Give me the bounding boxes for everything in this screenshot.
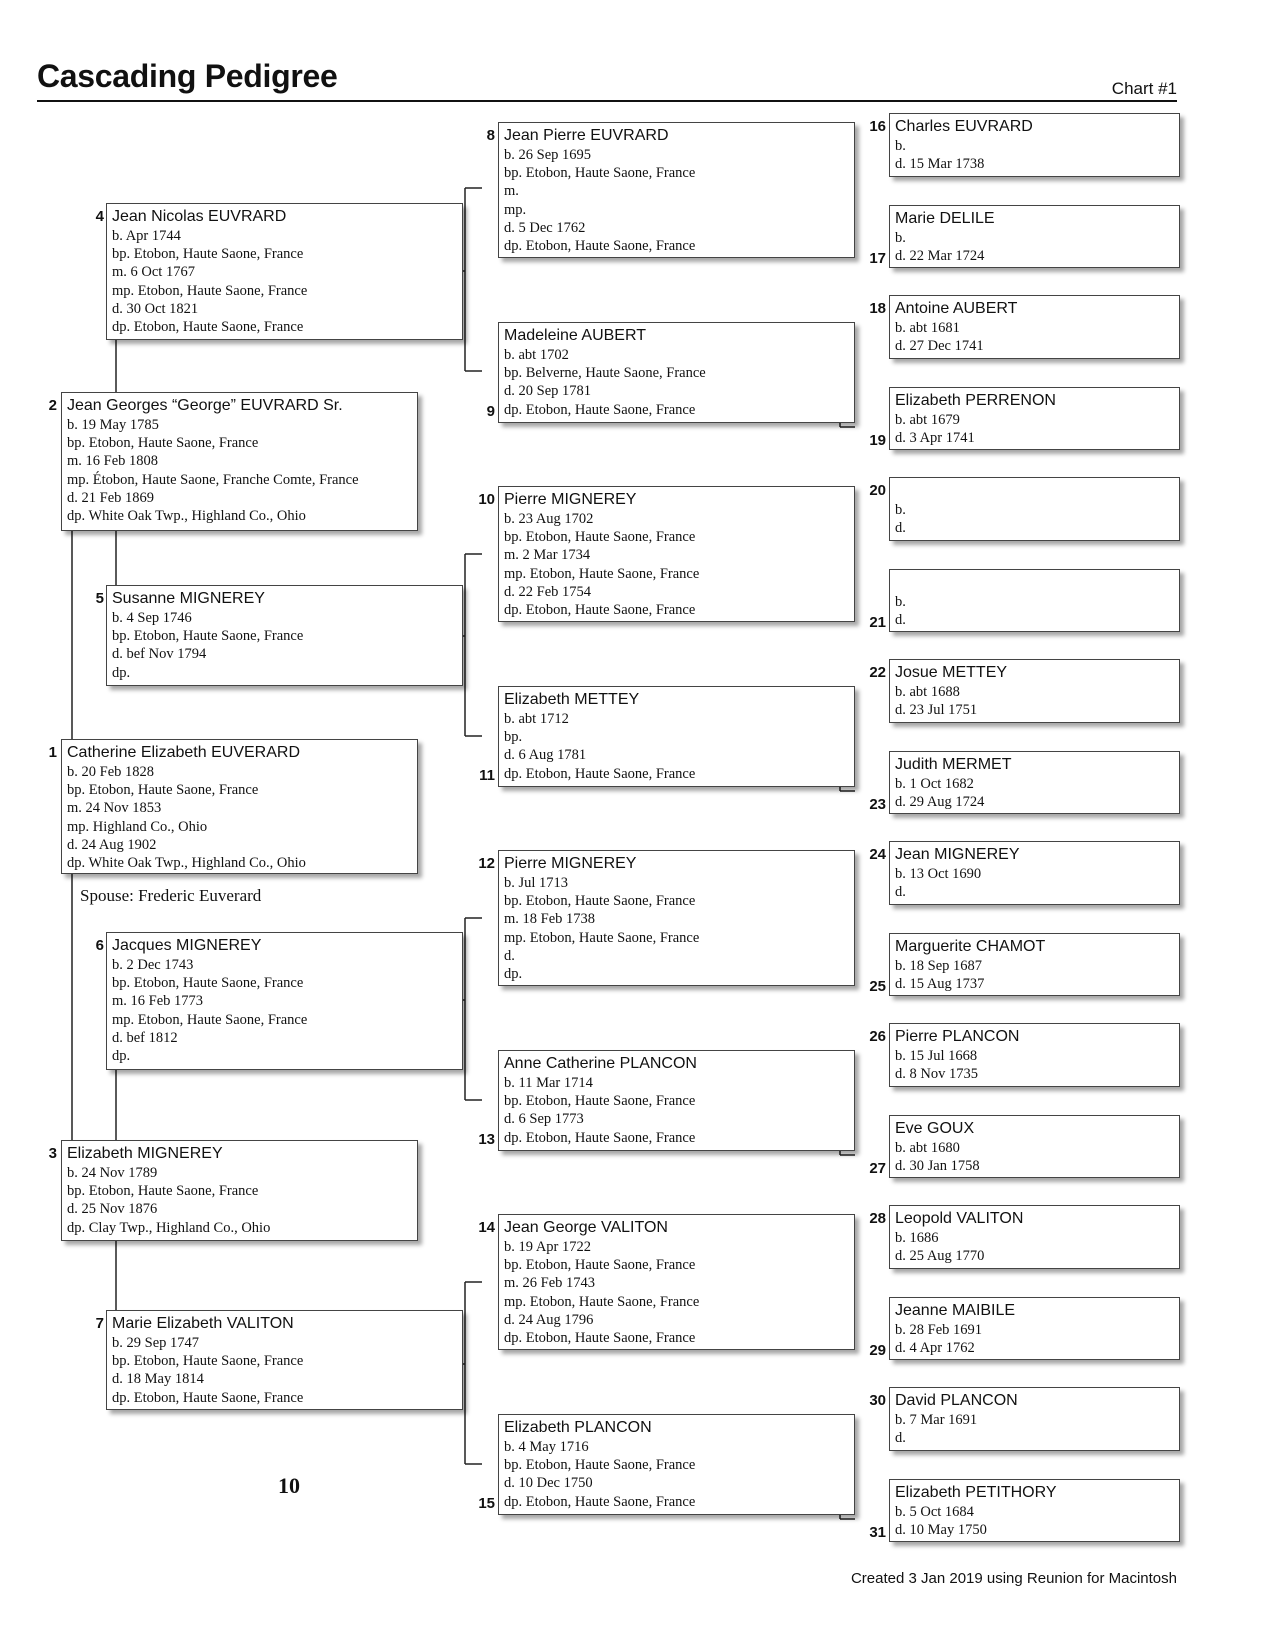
person-box-27[interactable] <box>889 1115 1180 1178</box>
person-name: Eve GOUX <box>895 1120 975 1137</box>
person-details: b. 20 Feb 1828 bp. Etobon, Haute Saone, France m. 24 Nov 1853 mp. Highland Co., Ohio d. 24 Aug 1902 dp. White Oak Twp., Highland Co., Ohio <box>67 764 306 872</box>
person-box-4[interactable] <box>106 203 463 340</box>
person-box-21[interactable] <box>889 569 1180 632</box>
person-details: b. 4 May 1716 bp. Etobon, Haute Saone, France d. 10 Dec 1750 dp. Etobon, Haute Saone, France <box>504 1439 696 1510</box>
person-box-13[interactable] <box>498 1050 855 1151</box>
person-box-30[interactable] <box>889 1387 1180 1451</box>
person-box-18[interactable] <box>889 295 1180 359</box>
person-details: b. 1686 d. 25 Aug 1770 <box>895 1230 985 1265</box>
person-name: Pierre MIGNEREY <box>504 491 637 508</box>
person-number-3: 3 <box>48 1145 57 1162</box>
person-details: b. Apr 1744 bp. Etobon, Haute Saone, France m. 6 Oct 1767 mp. Etobon, Haute Saone, France d. 30 Oct 1821 dp. Etobon, Haute Saone, France <box>112 228 308 336</box>
person-box-31[interactable] <box>889 1479 1180 1542</box>
person-number-23: 23 <box>869 796 886 813</box>
person-name: Judith MERMET <box>895 756 1012 773</box>
person-details: b. Jul 1713 bp. Etobon, Haute Saone, France m. 18 Feb 1738 mp. Etobon, Haute Saone, France d. dp. <box>504 875 700 983</box>
person-box-5[interactable] <box>106 585 463 686</box>
person-name: Jeanne MAIBILE <box>895 1302 1016 1319</box>
person-number-25: 25 <box>869 978 886 995</box>
person-details: b. 7 Mar 1691 d. <box>895 1412 978 1447</box>
person-details: b. 19 Apr 1722 bp. Etobon, Haute Saone, France m. 26 Feb 1743 mp. Etobon, Haute Saone, France d. 24 Aug 1796 dp. Etobon, Haute Saone, France <box>504 1239 700 1347</box>
person-details: b. 13 Oct 1690 d. <box>895 866 982 901</box>
person-details: b. abt 1688 d. 23 Jul 1751 <box>895 684 978 719</box>
person-details: b. abt 1712 bp. d. 6 Aug 1781 dp. Etobon, Haute Saone, France <box>504 711 696 782</box>
person-name: Elizabeth METTEY <box>504 691 640 708</box>
person-details: b. 2 Dec 1743 bp. Etobon, Haute Saone, France m. 16 Feb 1773 mp. Etobon, Haute Saone, France d. bef 1812 dp. <box>112 957 308 1065</box>
person-box-28[interactable] <box>889 1205 1180 1269</box>
person-name: Catherine Elizabeth EUVERARD <box>67 744 300 761</box>
person-name: Pierre MIGNEREY <box>504 855 637 872</box>
person-name: Marguerite CHAMOT <box>895 938 1046 955</box>
person-number-12: 12 <box>478 855 495 872</box>
person-box-20[interactable] <box>889 477 1180 541</box>
person-number-16: 16 <box>869 118 886 135</box>
person-box-29[interactable] <box>889 1297 1180 1360</box>
person-name: Jacques MIGNEREY <box>112 937 262 954</box>
person-number-17: 17 <box>869 250 886 267</box>
person-details: b. d. 22 Mar 1724 <box>895 230 985 265</box>
person-details: b. 18 Sep 1687 d. 15 Aug 1737 <box>895 958 985 993</box>
person-box-23[interactable] <box>889 751 1180 814</box>
person-box-12[interactable] <box>498 850 855 986</box>
chart-number: Chart #1 <box>1111 79 1177 98</box>
person-number-9: 9 <box>486 403 495 420</box>
person-number-27: 27 <box>869 1160 886 1177</box>
person-name: Pierre PLANCON <box>895 1028 1020 1045</box>
person-name: Leopold VALITON <box>895 1210 1024 1227</box>
person-number-14: 14 <box>478 1219 495 1236</box>
person-box-10[interactable] <box>498 486 855 622</box>
chart-title: Cascading Pedigree <box>37 58 338 94</box>
person-number-13: 13 <box>478 1131 495 1148</box>
person-box-14[interactable] <box>498 1214 855 1350</box>
person-details: b. 28 Feb 1691 d. 4 Apr 1762 <box>895 1322 982 1357</box>
person-number-20: 20 <box>869 482 886 499</box>
person-name: Elizabeth PETITHORY <box>895 1484 1057 1501</box>
person-box-24[interactable] <box>889 841 1180 905</box>
person-box-15[interactable] <box>498 1414 855 1515</box>
person-number-19: 19 <box>869 432 886 449</box>
person-name: Jean George VALITON <box>504 1219 668 1236</box>
person-name: Marie Elizabeth VALITON <box>112 1315 294 1332</box>
person-number-2: 2 <box>48 397 57 414</box>
person-details: b. 24 Nov 1789 bp. Etobon, Haute Saone, France d. 25 Nov 1876 dp. Clay Twp., Highland Co., Ohio <box>67 1165 271 1236</box>
person-box-3[interactable] <box>61 1140 418 1241</box>
person-number-11: 11 <box>479 767 495 784</box>
person-number-4: 4 <box>95 208 104 225</box>
person-details: b. 5 Oct 1684 d. 10 May 1750 <box>895 1504 987 1539</box>
person-number-10: 10 <box>478 491 495 508</box>
spouse-line: Spouse: Frederic Euverard <box>80 886 262 905</box>
person-box-9[interactable] <box>498 322 855 423</box>
person-name: Jean Georges “George” EUVRARD Sr. <box>67 397 343 414</box>
person-name: Elizabeth PERRENON <box>895 392 1056 409</box>
person-box-19[interactable] <box>889 387 1180 450</box>
person-name: Elizabeth PLANCON <box>504 1419 652 1436</box>
person-details: b. 29 Sep 1747 bp. Etobon, Haute Saone, France d. 18 May 1814 dp. Etobon, Haute Saone, France <box>112 1335 304 1406</box>
person-details: b. abt 1680 d. 30 Jan 1758 <box>895 1140 980 1175</box>
person-name: Charles EUVRARD <box>895 118 1033 135</box>
person-box-7[interactable] <box>106 1310 463 1410</box>
person-number-15: 15 <box>478 1495 495 1512</box>
person-details: b. abt 1681 d. 27 Dec 1741 <box>895 320 984 355</box>
person-details: b. 4 Sep 1746 bp. Etobon, Haute Saone, France d. bef Nov 1794 dp. <box>112 610 304 681</box>
person-name: Josue METTEY <box>895 664 1008 681</box>
person-box-17[interactable] <box>889 205 1180 268</box>
person-number-1: 1 <box>48 744 57 761</box>
person-name <box>895 573 1173 592</box>
person-name: Madeleine AUBERT <box>504 327 646 344</box>
person-details: b. 19 May 1785 bp. Etobon, Haute Saone, France m. 16 Feb 1808 mp. Étobon, Haute Saone, Franche Comte, France d. 21 Feb 1869 dp. White Oak Twp., Highland Co., Ohio <box>67 417 359 525</box>
person-box-8[interactable] <box>498 122 855 258</box>
person-details: b. d. <box>895 502 906 537</box>
person-details: b. 23 Aug 1702 bp. Etobon, Haute Saone, France m. 2 Mar 1734 mp. Etobon, Haute Saone, France d. 22 Feb 1754 dp. Etobon, Haute Saone, France <box>504 511 700 619</box>
page-number: 10 <box>278 1473 300 1498</box>
person-box-6[interactable] <box>106 932 463 1070</box>
person-number-31: 31 <box>869 1524 886 1541</box>
person-name: Susanne MIGNEREY <box>112 590 265 607</box>
person-number-7: 7 <box>95 1315 104 1332</box>
person-name <box>895 481 1173 500</box>
person-details: b. d. 15 Mar 1738 <box>895 138 985 173</box>
person-box-2[interactable] <box>61 392 418 531</box>
person-number-18: 18 <box>869 300 886 317</box>
person-box-16[interactable] <box>889 113 1180 177</box>
person-number-5: 5 <box>95 590 104 607</box>
person-box-22[interactable] <box>889 659 1180 723</box>
person-number-29: 29 <box>869 1342 886 1359</box>
footer-credit: Created 3 Jan 2019 using Reunion for Macintosh <box>850 1570 1177 1587</box>
person-box-26[interactable] <box>889 1023 1180 1087</box>
person-number-28: 28 <box>869 1210 886 1227</box>
person-details: b. 26 Sep 1695 bp. Etobon, Haute Saone, France m. mp. d. 5 Dec 1762 dp. Etobon, Haute Saone, France <box>504 147 696 255</box>
person-box-25[interactable] <box>889 933 1180 996</box>
person-details: b. d. <box>895 594 906 629</box>
person-box-11[interactable] <box>498 686 855 787</box>
person-number-8: 8 <box>486 127 495 144</box>
person-number-30: 30 <box>869 1392 886 1409</box>
person-details: b. abt 1679 d. 3 Apr 1741 <box>895 412 975 447</box>
person-number-6: 6 <box>95 937 104 954</box>
person-name: Jean MIGNEREY <box>895 846 1020 863</box>
person-details: b. abt 1702 bp. Belverne, Haute Saone, France d. 20 Sep 1781 dp. Etobon, Haute Saone, France <box>504 347 706 418</box>
person-number-26: 26 <box>869 1028 886 1045</box>
person-name: David PLANCON <box>895 1392 1018 1409</box>
person-details: b. 1 Oct 1682 d. 29 Aug 1724 <box>895 776 985 811</box>
person-name: Jean Pierre EUVRARD <box>504 127 669 144</box>
person-name: Anne Catherine PLANCON <box>504 1055 697 1072</box>
person-number-22: 22 <box>869 664 886 681</box>
person-details: b. 15 Jul 1668 d. 8 Nov 1735 <box>895 1048 978 1083</box>
person-name: Jean Nicolas EUVRARD <box>112 208 287 225</box>
person-number-21: 21 <box>869 614 886 631</box>
person-box-1[interactable] <box>61 739 418 874</box>
person-name: Antoine AUBERT <box>895 300 1018 317</box>
person-name: Marie DELILE <box>895 210 995 227</box>
person-number-24: 24 <box>869 846 886 863</box>
person-name: Elizabeth MIGNEREY <box>67 1145 223 1162</box>
person-details: b. 11 Mar 1714 bp. Etobon, Haute Saone, France d. 6 Sep 1773 dp. Etobon, Haute Saone, France <box>504 1075 696 1146</box>
